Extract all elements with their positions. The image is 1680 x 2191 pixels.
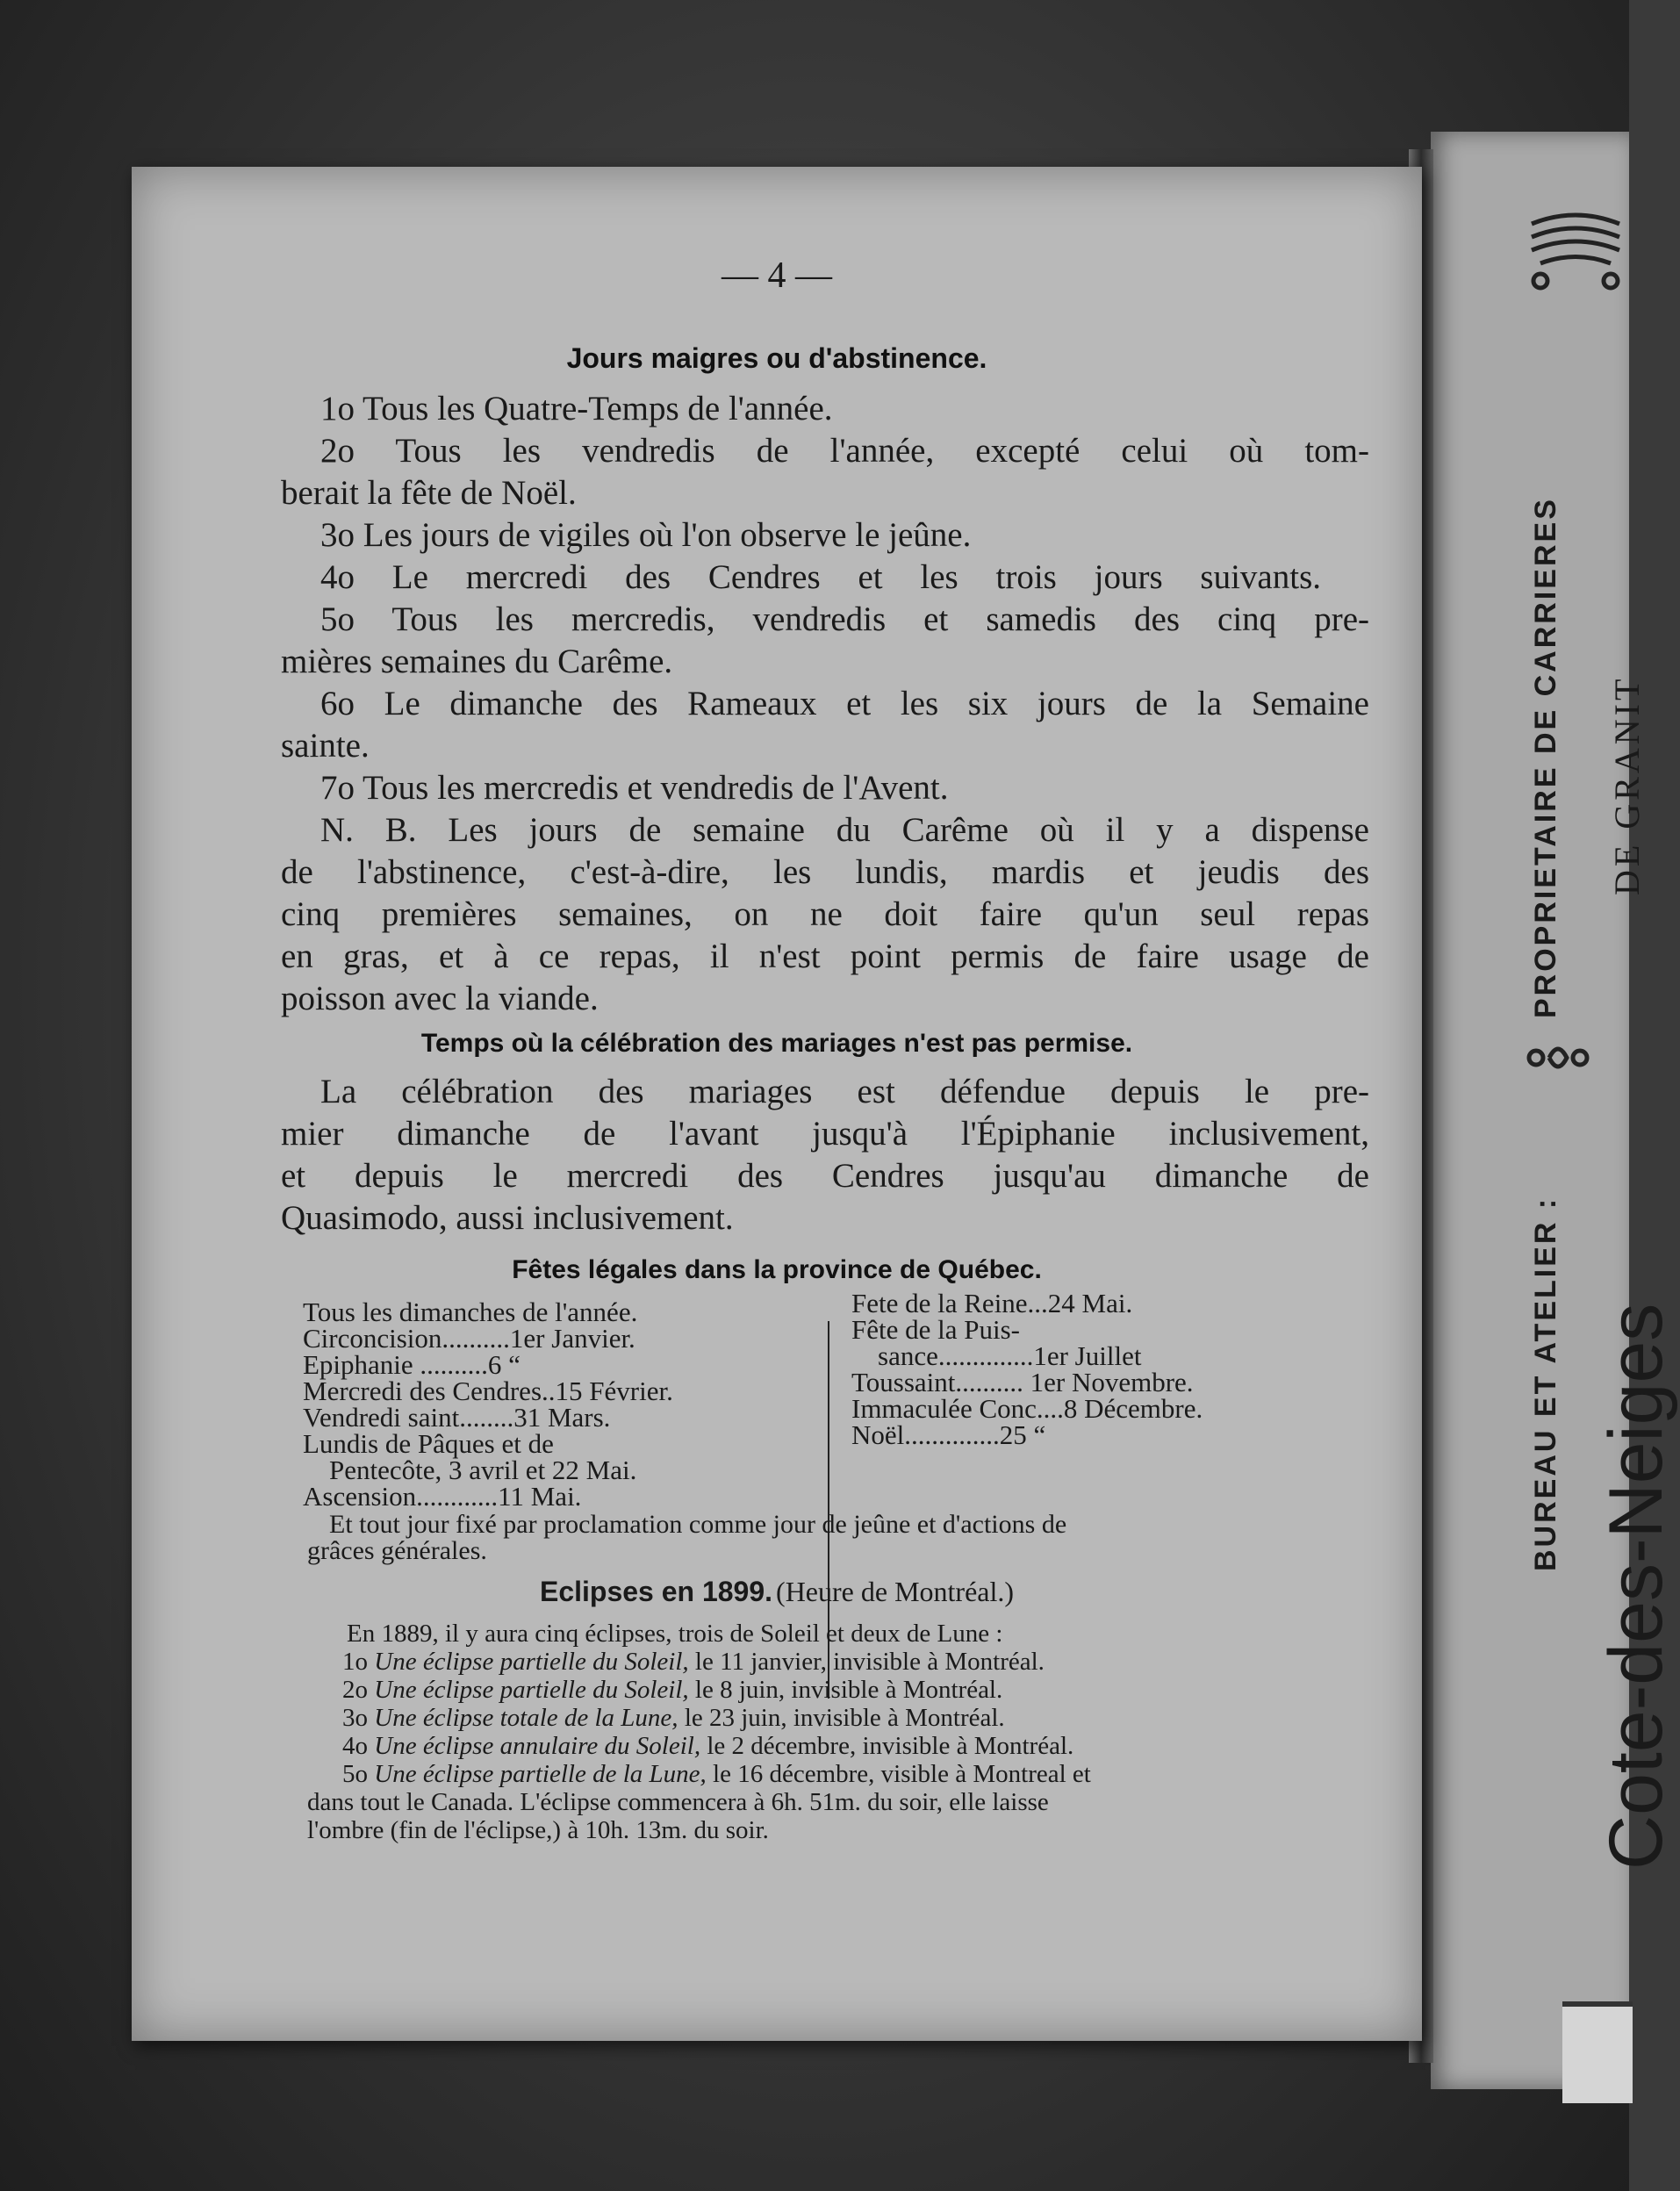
eclipse-item-5-type: Une éclipse partielle de la Lune, — [374, 1760, 707, 1788]
holiday-right-4: Toussaint.......... 1er Novembre. — [851, 1367, 1194, 1397]
holiday-right-3: sance..............1er Juillet — [878, 1340, 1142, 1371]
eclipses-tail-2: l'ombre (fin de l'éclipse,) à 10h. 13m. du soir. — [307, 1816, 769, 1844]
holiday-left-3: Epiphanie ..........6 “ — [303, 1349, 521, 1380]
abstinence-nb-2: de l'abstinence, c'est-à-dire, les lundis, mardis et jeudis des — [281, 853, 1369, 891]
marriages-line-4: Quasimodo, aussi inclusivement. — [281, 1199, 734, 1237]
ornament-divider-icon — [1523, 1036, 1593, 1080]
eclipse-item-5-num: 5o — [342, 1760, 368, 1788]
abstinence-nb-1: N. B. Les jours de semaine du Carême où il y a dispense — [320, 811, 1369, 849]
eclipses-subtitle: (Heure de Montréal.) — [776, 1576, 1015, 1607]
holidays-footer-2: grâces générales. — [307, 1536, 487, 1565]
abstinence-nb-4: en gras, et à ce repas, il n'est point permis de faire usage de — [281, 937, 1369, 975]
eclipse-item-4-detail: le 2 décembre, invisible à Montréal. — [700, 1732, 1074, 1760]
adjacent-line-proprietaire: PROPRIETAIRE DE CARRIERES — [1529, 497, 1562, 1018]
adjacent-page — [1431, 132, 1678, 2089]
eclipse-item-1-num: 1o — [342, 1648, 368, 1676]
eclipse-item-2 — [342, 1676, 1002, 1704]
abstinence-line-4: 3o Les jours de vigiles où l'on observe le jeûne. — [320, 516, 972, 554]
eclipse-item-4-num: 4o — [342, 1732, 368, 1760]
holiday-left-1: Tous les dimanches de l'année. — [303, 1297, 638, 1327]
holidays-footer-1: Et tout jour fixé par proclamation comme jour de jeûne et d'actions de — [329, 1510, 1067, 1539]
abstinence-line-3: berait la fête de Noël. — [281, 474, 577, 512]
abstinence-line-7: mières semaines du Carême. — [281, 643, 673, 680]
eclipses-intro: En 1889, il y aura cinq éclipses, trois de Soleil et deux de Lune : — [347, 1620, 1003, 1648]
holiday-right-1: Fete de la Reine...24 Mai. — [851, 1288, 1133, 1318]
eclipse-item-1-type: Une éclipse partielle du Soleil, — [374, 1648, 689, 1676]
holiday-left-2: Circoncision..........1er Janvier. — [303, 1323, 635, 1354]
adjacent-illustration — [1562, 2001, 1633, 2103]
holiday-left-4: Mercredi des Cendres..15 Février. — [303, 1376, 673, 1406]
marriages-title: Temps où la célébration des mariages n'est pas permise. — [420, 1029, 1133, 1058]
abstinence-nb-3: cinq premières semaines, on ne doit faire qu'un seul repas — [281, 895, 1369, 933]
marriages-line-1: La célébration des mariages est défendue depuis le pre- — [320, 1073, 1369, 1110]
holidays-title: Fêtes légales dans la province de Québec. — [512, 1255, 1042, 1284]
abstinence-line-6: 5o Tous les mercredis, vendredis et samedis des cinq pre- — [320, 600, 1369, 638]
abstinence-line-2: 2o Tous les vendredis de l'année, excepté celui où tom- — [320, 432, 1369, 470]
holiday-left-6: Lundis de Pâques et de — [303, 1428, 554, 1459]
eclipse-item-3-detail: le 23 juin, invisible à Montréal. — [678, 1704, 1005, 1732]
eclipse-item-5 — [342, 1760, 1091, 1788]
eclipse-item-3-num: 3o — [342, 1704, 368, 1732]
adjacent-line-granit: DE GRANIT — [1607, 675, 1647, 895]
ornament-icon — [1523, 206, 1628, 294]
holiday-left-8: Ascension............11 Mai. — [303, 1481, 582, 1512]
book-page — [132, 167, 1422, 2041]
abstinence-line-8: 6o Le dimanche des Rameaux et les six jours de la Semaine — [320, 685, 1369, 722]
marriages-line-2: mier dimanche de l'avant jusqu'à l'Épiphanie inclusivement, — [281, 1115, 1369, 1153]
eclipses-title: Eclipses en 1899. — [539, 1576, 773, 1607]
eclipse-item-2-detail: le 8 juin, invisible à Montréal. — [688, 1676, 1003, 1704]
abstinence-nb-5: poisson avec la viande. — [281, 980, 599, 1017]
marriages-line-3: et depuis le mercredi des Cendres jusqu'au dimanche de — [281, 1157, 1369, 1195]
eclipse-item-4-type: Une éclipse annulaire du Soleil, — [374, 1732, 701, 1760]
eclipse-item-1-detail: le 11 janvier, invisible à Montréal. — [688, 1648, 1045, 1676]
abstinence-line-10: 7o Tous les mercredis et vendredis de l'Avent. — [320, 769, 949, 807]
abstinence-line-9: sainte. — [281, 727, 370, 765]
abstinence-line-5: 4o Le mercredi des Cendres et les trois jours suivants. — [320, 558, 1321, 596]
eclipse-item-3-type: Une éclipse totale de la Lune, — [374, 1704, 678, 1732]
abstinence-title: Jours maigres ou d'abstinence. — [566, 342, 987, 374]
abstinence-line-1: 1o Tous les Quatre-Temps de l'année. — [320, 390, 833, 427]
holiday-right-6: Noël..............25 “ — [851, 1419, 1046, 1450]
holiday-left-5: Vendredi saint........31 Mars. — [303, 1402, 611, 1433]
eclipses-heading — [132, 1576, 1422, 1608]
adjacent-line-bureau: BUREAU ET ATELIER : — [1529, 1196, 1562, 1571]
eclipses-tail-1: dans tout le Canada. L'éclipse commencera à 6h. 51m. du soir, elle laisse — [307, 1788, 1049, 1816]
eclipse-item-1 — [342, 1648, 1045, 1676]
eclipse-item-3 — [342, 1704, 1005, 1732]
eclipse-item-4 — [342, 1732, 1073, 1760]
eclipse-item-5-detail: le 16 décembre, visible à Montreal et — [706, 1760, 1091, 1788]
adjacent-line-cote-des-neiges: Cote-des-Neiges — [1594, 1303, 1678, 1870]
holiday-left-7: Pentecôte, 3 avril et 22 Mai. — [329, 1455, 637, 1485]
eclipse-item-2-num: 2o — [342, 1676, 368, 1704]
page-number: — 4 — — [722, 255, 832, 296]
holiday-right-5: Immaculée Conc....8 Décembre. — [851, 1393, 1203, 1424]
eclipse-item-2-type: Une éclipse partielle du Soleil, — [374, 1676, 689, 1704]
holiday-right-2: Fête de la Puis- — [851, 1314, 1020, 1345]
